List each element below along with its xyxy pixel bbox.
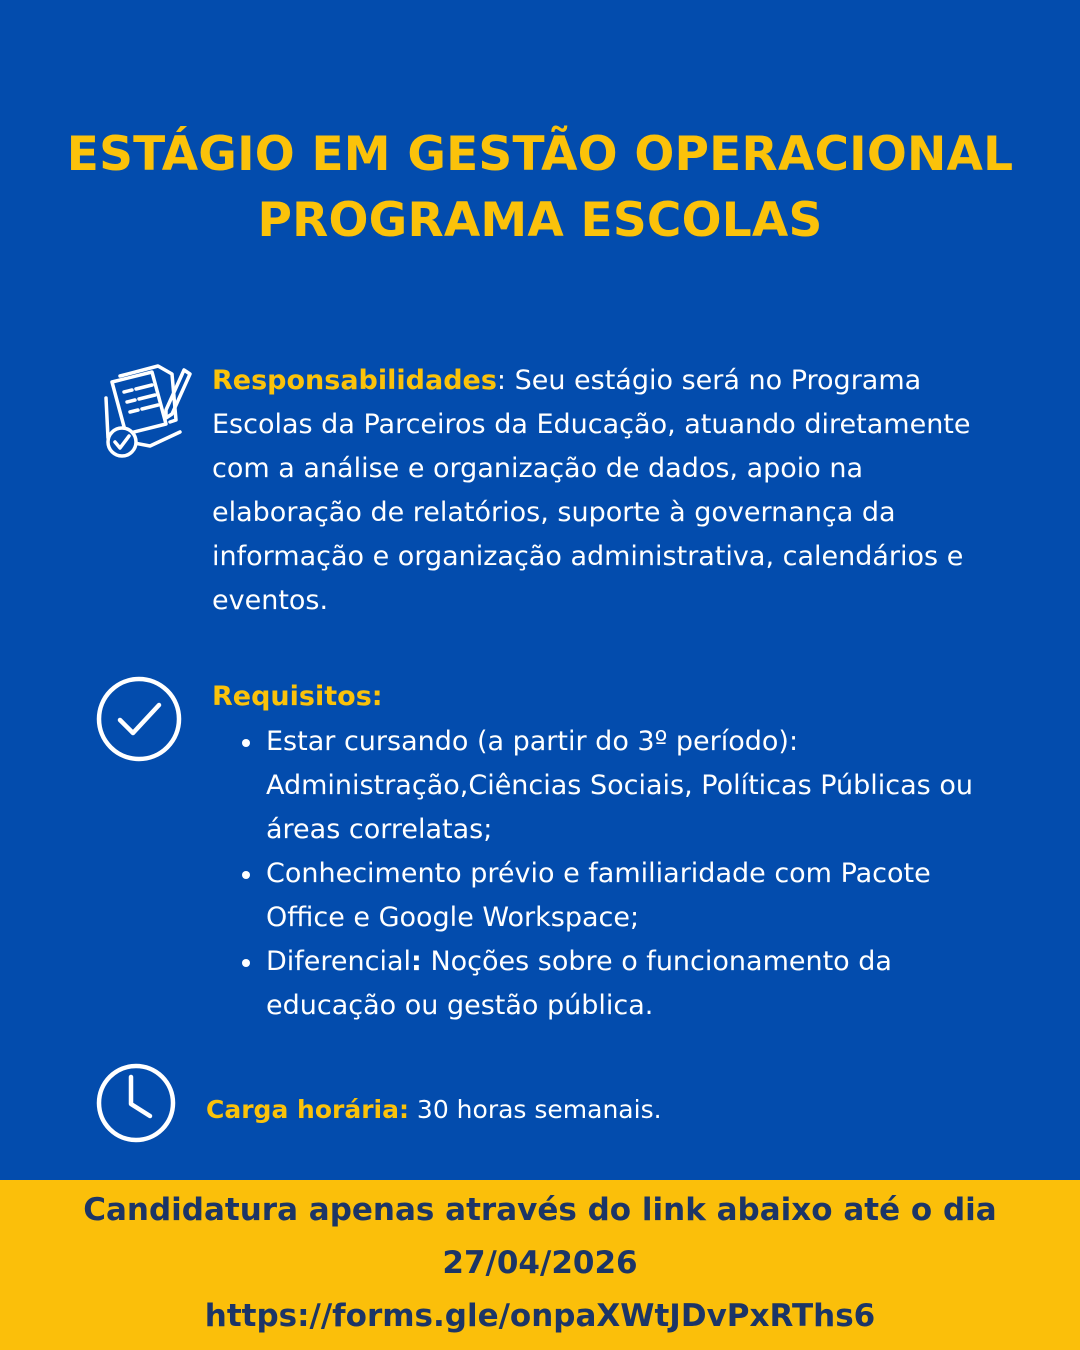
footer-instruction: Candidatura apenas através do link abaixo até o dia <box>83 1192 997 1228</box>
requirements-label: Requisitos: <box>212 681 383 712</box>
application-link[interactable]: https://forms.gle/onpaXWtJDvPxRThs6 <box>204 1298 876 1334</box>
responsibilities-body: : Seu estágio será no Programa Escolas da Parceiros da Educação, atuando diretamente com a análise e organização de dados, apoio na elaboração de relatórios, suporte à governança da informação e organização administrativa, calendários e eventos. <box>212 365 971 616</box>
requirement-item: Diferencial: Noções sobre o funcionamento da educação ou gestão pública. <box>212 940 1012 1028</box>
workload-label: Carga horária: <box>206 1095 409 1124</box>
footer-deadline: 27/04/2026 <box>442 1245 638 1281</box>
checkmark-circle-icon <box>95 675 183 767</box>
responsibilities-label: Responsabilidades <box>212 365 497 396</box>
title-line-1: ESTÁGIO EM GESTÃO OPERACIONAL <box>66 127 1014 182</box>
responsibilities-text <box>212 359 1012 623</box>
workload-value: 30 horas semanais. <box>408 1095 662 1124</box>
workload-text <box>206 1088 662 1132</box>
requirement-item: Estar cursando (a partir do 3º período): Administração,Ciências Sociais, Políticas Públicas ou áreas correlatas; <box>212 720 1012 852</box>
clock-icon <box>95 1062 177 1148</box>
requirement-item: Conhecimento prévio e familiaridade com Pacote Office e Google Workspace; <box>212 852 1012 940</box>
requirements-list <box>212 720 1012 1028</box>
document-checklist-icon <box>100 362 194 464</box>
title-line-2: PROGRAMA ESCOLAS <box>257 193 823 248</box>
application-footer <box>0 1180 1080 1350</box>
page-title <box>0 122 1080 254</box>
